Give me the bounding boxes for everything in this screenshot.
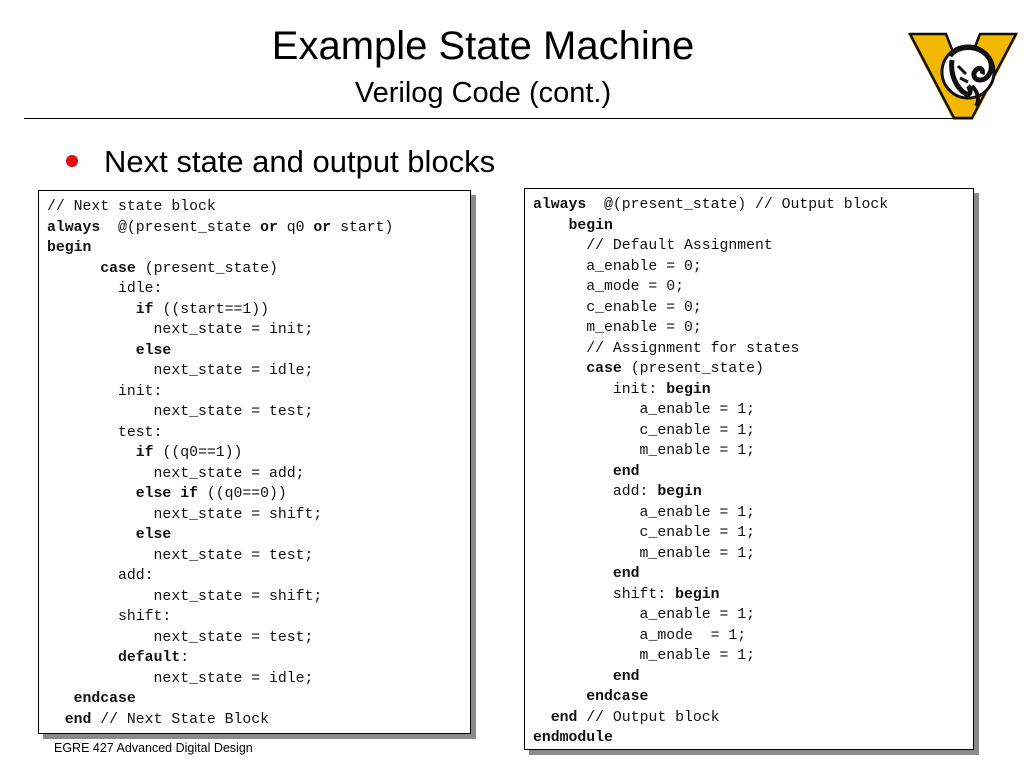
code-keyword: end bbox=[64, 711, 92, 728]
code-text: a_enable = 1; bbox=[533, 607, 755, 623]
code-line bbox=[47, 218, 393, 239]
code-line bbox=[47, 546, 393, 567]
code-text bbox=[533, 710, 551, 726]
code-line bbox=[533, 708, 888, 729]
code-line bbox=[533, 462, 888, 483]
bullet-dot bbox=[66, 155, 78, 167]
code-line bbox=[533, 667, 888, 688]
code-text bbox=[533, 566, 613, 582]
code-keyword: case bbox=[100, 260, 136, 277]
code-text: next_state = test; bbox=[47, 629, 314, 646]
code-line bbox=[533, 585, 888, 606]
code-line bbox=[533, 216, 888, 237]
code-text: ((q0==0)) bbox=[197, 486, 287, 502]
code-line bbox=[533, 564, 888, 585]
code-keyword: end bbox=[612, 566, 640, 582]
code-keyword: endmodule bbox=[533, 730, 613, 746]
code-line bbox=[533, 523, 888, 544]
code-text: add: bbox=[533, 484, 658, 500]
code-keyword: if bbox=[135, 445, 154, 461]
code-text: a_enable = 0; bbox=[533, 258, 702, 275]
code-text: m_enable = 1; bbox=[533, 545, 755, 562]
code-text bbox=[533, 689, 586, 705]
code-text bbox=[47, 343, 136, 359]
code-text bbox=[47, 691, 74, 707]
code-line bbox=[47, 197, 393, 218]
code-line bbox=[47, 402, 393, 423]
code-line bbox=[47, 525, 393, 546]
code-text bbox=[47, 261, 100, 277]
code-line bbox=[47, 300, 393, 321]
code-keyword: else bbox=[135, 527, 172, 543]
code-line bbox=[533, 339, 888, 360]
code-listing-next-state bbox=[47, 197, 393, 730]
code-keyword: default bbox=[118, 650, 181, 666]
code-keyword: always bbox=[47, 219, 101, 236]
code-line bbox=[47, 628, 393, 649]
code-text: next_state = idle; bbox=[47, 363, 314, 379]
code-text: m_enable = 0; bbox=[533, 320, 702, 336]
code-text: next_state = add; bbox=[47, 465, 305, 482]
code-keyword: end bbox=[612, 463, 640, 480]
code-text: q0 bbox=[277, 219, 314, 236]
code-line bbox=[47, 484, 393, 505]
code-line bbox=[533, 380, 888, 401]
code-line bbox=[47, 382, 393, 403]
code-keyword: end bbox=[550, 709, 578, 726]
code-text: a_enable = 1; bbox=[533, 402, 755, 418]
code-keyword: begin bbox=[675, 586, 720, 603]
code-line bbox=[533, 646, 888, 667]
code-text: next_state = idle; bbox=[47, 670, 314, 687]
code-text: test: bbox=[47, 424, 163, 441]
code-line bbox=[533, 482, 888, 503]
code-line bbox=[47, 238, 393, 259]
code-keyword: or bbox=[313, 219, 332, 236]
slide-subtitle: Verilog Code (cont.) bbox=[354, 77, 612, 109]
code-text: a_mode = 1; bbox=[533, 627, 747, 644]
code-line bbox=[533, 626, 888, 647]
code-line bbox=[47, 423, 393, 444]
code-keyword: end bbox=[612, 668, 640, 685]
code-line bbox=[533, 421, 888, 442]
code-line bbox=[47, 689, 393, 710]
code-line bbox=[47, 464, 393, 485]
code-line bbox=[47, 710, 393, 731]
code-text: add: bbox=[47, 568, 154, 584]
code-keyword: endcase bbox=[586, 689, 649, 705]
slide-title: Example State Machine bbox=[271, 24, 695, 68]
title-divider bbox=[24, 118, 972, 119]
code-line bbox=[47, 505, 393, 526]
code-text: @(present_state) // Output block bbox=[586, 197, 889, 213]
code-line bbox=[47, 587, 393, 608]
code-line bbox=[533, 728, 888, 749]
code-line bbox=[47, 669, 393, 690]
code-text: start) bbox=[331, 219, 394, 236]
code-listing-output bbox=[533, 195, 888, 749]
code-keyword: begin bbox=[47, 240, 92, 256]
code-text: next_state = shift; bbox=[47, 506, 323, 523]
code-text bbox=[47, 445, 136, 461]
code-text bbox=[47, 527, 136, 543]
code-text: ((start==1)) bbox=[153, 301, 269, 318]
code-keyword: or bbox=[260, 219, 278, 236]
code-box-output bbox=[524, 188, 974, 750]
code-keyword: else bbox=[135, 342, 172, 359]
bullet-text: Next state and output blocks bbox=[104, 144, 496, 179]
code-text bbox=[533, 218, 569, 234]
code-text: (present_state) bbox=[621, 361, 764, 377]
code-line bbox=[47, 361, 393, 382]
code-keyword: if bbox=[135, 301, 154, 318]
code-keyword: begin bbox=[568, 217, 613, 234]
code-text: ((q0==1)) bbox=[153, 445, 243, 461]
code-line bbox=[533, 359, 888, 380]
code-text: init: bbox=[533, 381, 667, 398]
code-line bbox=[47, 259, 393, 280]
code-text: a_mode = 0; bbox=[533, 279, 684, 295]
code-text: shift: bbox=[47, 609, 172, 625]
code-text bbox=[47, 650, 118, 666]
code-keyword: begin bbox=[666, 381, 711, 398]
code-line bbox=[533, 687, 888, 708]
code-text: // Assignment for states bbox=[533, 340, 800, 357]
code-line bbox=[533, 236, 888, 257]
code-text: next_state = test; bbox=[47, 404, 314, 420]
code-text: m_enable = 1; bbox=[533, 443, 755, 459]
code-text: @(present_state bbox=[100, 219, 261, 236]
code-text: idle: bbox=[47, 281, 163, 297]
code-text: : bbox=[180, 650, 190, 666]
code-line bbox=[533, 441, 888, 462]
code-text: m_enable = 1; bbox=[533, 648, 755, 664]
code-text: a_enable = 1; bbox=[533, 504, 755, 521]
code-line bbox=[47, 320, 393, 341]
code-line bbox=[47, 341, 393, 362]
code-line bbox=[533, 318, 888, 339]
code-keyword: case bbox=[586, 361, 622, 377]
code-line bbox=[533, 257, 888, 278]
code-line bbox=[47, 648, 393, 669]
code-text: c_enable = 0; bbox=[533, 299, 702, 316]
code-box-next-state bbox=[38, 190, 471, 734]
code-text: init: bbox=[47, 383, 163, 400]
code-text: next_state = init; bbox=[47, 322, 314, 338]
code-keyword: endcase bbox=[73, 691, 136, 707]
code-line bbox=[533, 195, 888, 216]
code-text bbox=[47, 486, 136, 502]
code-line bbox=[533, 298, 888, 319]
code-keyword: else if bbox=[135, 486, 198, 502]
code-text: shift: bbox=[533, 586, 676, 603]
code-text: // Default Assignment bbox=[533, 238, 773, 254]
code-text: c_enable = 1; bbox=[533, 422, 755, 439]
code-line bbox=[533, 277, 888, 298]
code-text: // Output block bbox=[577, 709, 720, 726]
code-line bbox=[533, 503, 888, 524]
code-text: next_state = test; bbox=[47, 547, 314, 564]
code-text bbox=[533, 361, 586, 377]
code-keyword: always bbox=[533, 197, 587, 213]
code-line bbox=[533, 400, 888, 421]
code-text bbox=[533, 464, 613, 480]
code-text bbox=[47, 712, 65, 728]
code-text bbox=[533, 669, 613, 685]
code-line bbox=[47, 443, 393, 464]
code-text bbox=[47, 302, 136, 318]
code-text: // Next state block bbox=[47, 199, 216, 215]
code-text: c_enable = 1; bbox=[533, 525, 755, 541]
code-text: (present_state) bbox=[135, 260, 278, 277]
code-line bbox=[47, 607, 393, 628]
vcu-ram-logo-icon bbox=[906, 30, 1020, 122]
footer-text: EGRE 427 Advanced Digital Design bbox=[54, 741, 253, 755]
code-line bbox=[47, 566, 393, 587]
code-line bbox=[533, 544, 888, 565]
code-line bbox=[47, 279, 393, 300]
code-text: next_state = shift; bbox=[47, 588, 323, 605]
code-keyword: begin bbox=[657, 484, 702, 500]
code-line bbox=[533, 605, 888, 626]
code-text: // Next State Block bbox=[91, 711, 269, 728]
